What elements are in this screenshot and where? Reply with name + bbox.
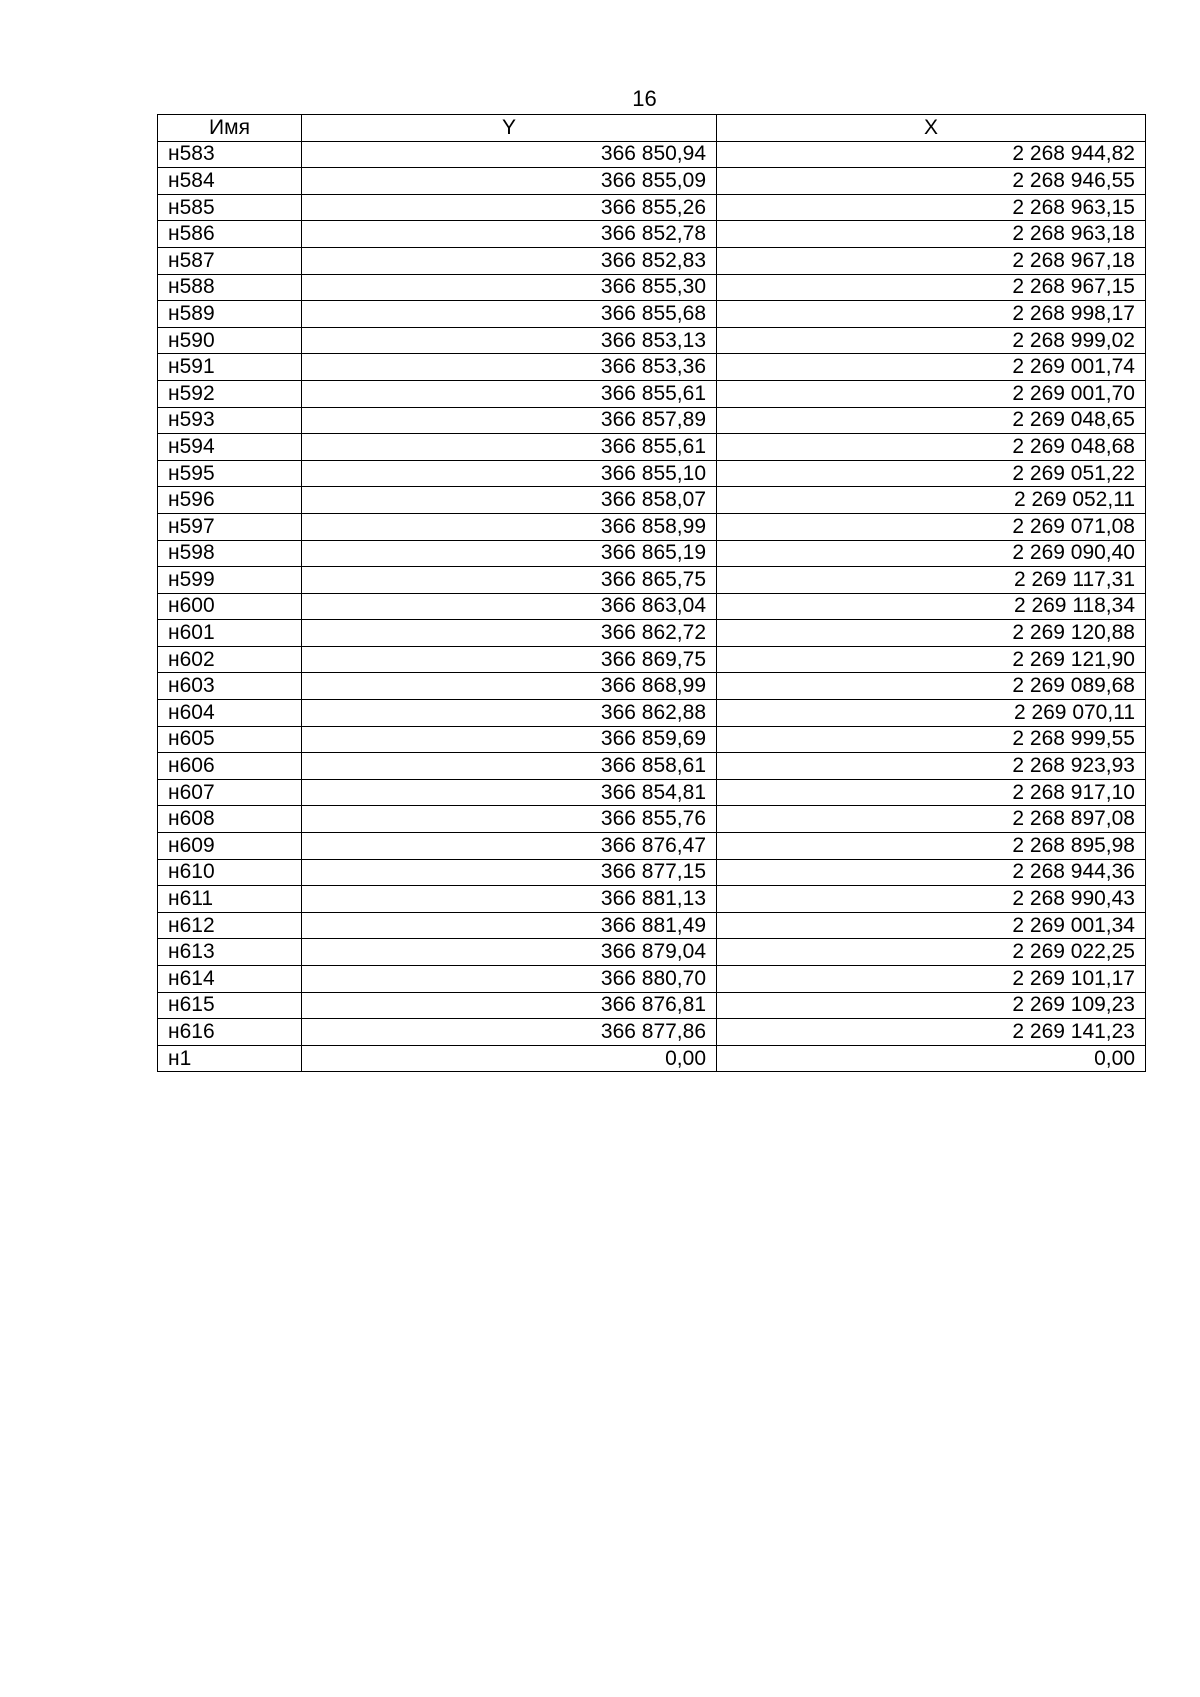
x-coordinate-cell: 2 269 070,11: [717, 700, 1146, 727]
table-row: [158, 380, 1146, 407]
y-coordinate-cell: 366 850,94: [302, 141, 717, 168]
table-row: [158, 646, 1146, 673]
header-y: Y: [302, 115, 717, 142]
table-row: [158, 354, 1146, 381]
point-name-cell: н586: [158, 221, 302, 248]
x-coordinate-cell: 2 268 923,93: [717, 753, 1146, 780]
table-row: [158, 487, 1146, 514]
table-row: [158, 168, 1146, 195]
point-name-cell: н1: [158, 1045, 302, 1072]
table-row: [158, 221, 1146, 248]
x-coordinate-cell: 2 269 089,68: [717, 673, 1146, 700]
table-row: [158, 593, 1146, 620]
x-coordinate-cell: 2 268 998,17: [717, 301, 1146, 328]
table-row: [158, 859, 1146, 886]
y-coordinate-cell: 366 859,69: [302, 726, 717, 753]
point-name-cell: н602: [158, 646, 302, 673]
point-name-cell: н591: [158, 354, 302, 381]
table-row: [158, 939, 1146, 966]
y-coordinate-cell: 366 855,26: [302, 194, 717, 221]
table-row: [158, 434, 1146, 461]
table-row: [158, 620, 1146, 647]
table-row: [158, 327, 1146, 354]
point-name-cell: н595: [158, 460, 302, 487]
y-coordinate-cell: 366 868,99: [302, 673, 717, 700]
coordinates-table: [157, 114, 1146, 1072]
table-row: [158, 992, 1146, 1019]
point-name-cell: н607: [158, 779, 302, 806]
y-coordinate-cell: 366 879,04: [302, 939, 717, 966]
table-row: [158, 806, 1146, 833]
table-row: [158, 141, 1146, 168]
x-coordinate-cell: 2 268 963,15: [717, 194, 1146, 221]
y-coordinate-cell: 366 858,99: [302, 513, 717, 540]
y-coordinate-cell: 366 877,15: [302, 859, 717, 886]
table-row: [158, 274, 1146, 301]
y-coordinate-cell: 366 862,72: [302, 620, 717, 647]
x-coordinate-cell: 2 269 022,25: [717, 939, 1146, 966]
table-row: [158, 726, 1146, 753]
table-row: [158, 1019, 1146, 1046]
x-coordinate-cell: 2 268 944,82: [717, 141, 1146, 168]
x-coordinate-cell: 2 268 917,10: [717, 779, 1146, 806]
point-name-cell: н589: [158, 301, 302, 328]
y-coordinate-cell: 366 855,61: [302, 434, 717, 461]
x-coordinate-cell: 2 268 990,43: [717, 886, 1146, 913]
table-row: [158, 540, 1146, 567]
x-coordinate-cell: 2 269 121,90: [717, 646, 1146, 673]
table-row: [158, 407, 1146, 434]
x-coordinate-cell: 2 268 963,18: [717, 221, 1146, 248]
point-name-cell: н594: [158, 434, 302, 461]
table-row: [158, 753, 1146, 780]
x-coordinate-cell: 2 268 999,55: [717, 726, 1146, 753]
point-name-cell: н609: [158, 833, 302, 860]
point-name-cell: н584: [158, 168, 302, 195]
y-coordinate-cell: 366 858,61: [302, 753, 717, 780]
point-name-cell: н592: [158, 380, 302, 407]
y-coordinate-cell: 366 876,81: [302, 992, 717, 1019]
point-name-cell: н612: [158, 912, 302, 939]
table-row: [158, 779, 1146, 806]
x-coordinate-cell: 2 268 944,36: [717, 859, 1146, 886]
y-coordinate-cell: 366 865,19: [302, 540, 717, 567]
x-coordinate-cell: 2 268 999,02: [717, 327, 1146, 354]
table-row: [158, 673, 1146, 700]
x-coordinate-cell: 2 269 071,08: [717, 513, 1146, 540]
x-coordinate-cell: 2 269 109,23: [717, 992, 1146, 1019]
y-coordinate-cell: 366 855,68: [302, 301, 717, 328]
point-name-cell: н608: [158, 806, 302, 833]
header-name: Имя: [158, 115, 302, 142]
point-name-cell: н587: [158, 247, 302, 274]
point-name-cell: н610: [158, 859, 302, 886]
x-coordinate-cell: 2 269 141,23: [717, 1019, 1146, 1046]
point-name-cell: н615: [158, 992, 302, 1019]
y-coordinate-cell: 366 855,76: [302, 806, 717, 833]
point-name-cell: н613: [158, 939, 302, 966]
x-coordinate-cell: 2 269 048,65: [717, 407, 1146, 434]
x-coordinate-cell: 2 269 118,34: [717, 593, 1146, 620]
table-row: [158, 194, 1146, 221]
y-coordinate-cell: 366 855,10: [302, 460, 717, 487]
point-name-cell: н598: [158, 540, 302, 567]
y-coordinate-cell: 366 852,78: [302, 221, 717, 248]
y-coordinate-cell: 366 858,07: [302, 487, 717, 514]
y-coordinate-cell: 366 881,13: [302, 886, 717, 913]
point-name-cell: н604: [158, 700, 302, 727]
x-coordinate-cell: 2 269 001,74: [717, 354, 1146, 381]
point-name-cell: н590: [158, 327, 302, 354]
x-coordinate-cell: 2 269 052,11: [717, 487, 1146, 514]
y-coordinate-cell: 366 854,81: [302, 779, 717, 806]
point-name-cell: н603: [158, 673, 302, 700]
y-coordinate-cell: 366 852,83: [302, 247, 717, 274]
y-coordinate-cell: 366 869,75: [302, 646, 717, 673]
y-coordinate-cell: 366 855,30: [302, 274, 717, 301]
table-row: [158, 1045, 1146, 1072]
x-coordinate-cell: 0,00: [717, 1045, 1146, 1072]
x-coordinate-cell: 2 269 001,34: [717, 912, 1146, 939]
x-coordinate-cell: 2 269 001,70: [717, 380, 1146, 407]
x-coordinate-cell: 2 268 946,55: [717, 168, 1146, 195]
table-body: [158, 141, 1146, 1072]
table-row: [158, 886, 1146, 913]
y-coordinate-cell: 366 857,89: [302, 407, 717, 434]
y-coordinate-cell: 366 877,86: [302, 1019, 717, 1046]
x-coordinate-cell: 2 268 967,15: [717, 274, 1146, 301]
x-coordinate-cell: 2 268 897,08: [717, 806, 1146, 833]
header-x: X: [717, 115, 1146, 142]
table-row: [158, 513, 1146, 540]
table-row: [158, 912, 1146, 939]
point-name-cell: н599: [158, 567, 302, 594]
table-row: [158, 247, 1146, 274]
table-row: [158, 833, 1146, 860]
y-coordinate-cell: 366 865,75: [302, 567, 717, 594]
point-name-cell: н611: [158, 886, 302, 913]
x-coordinate-cell: 2 268 895,98: [717, 833, 1146, 860]
y-coordinate-cell: 366 863,04: [302, 593, 717, 620]
point-name-cell: н596: [158, 487, 302, 514]
x-coordinate-cell: 2 269 101,17: [717, 966, 1146, 993]
point-name-cell: н585: [158, 194, 302, 221]
point-name-cell: н593: [158, 407, 302, 434]
point-name-cell: н601: [158, 620, 302, 647]
y-coordinate-cell: 366 855,61: [302, 380, 717, 407]
y-coordinate-cell: 366 855,09: [302, 168, 717, 195]
y-coordinate-cell: 366 881,49: [302, 912, 717, 939]
x-coordinate-cell: 2 269 048,68: [717, 434, 1146, 461]
point-name-cell: н583: [158, 141, 302, 168]
x-coordinate-cell: 2 269 051,22: [717, 460, 1146, 487]
table-header-row: [158, 115, 1146, 142]
y-coordinate-cell: 366 876,47: [302, 833, 717, 860]
point-name-cell: н600: [158, 593, 302, 620]
x-coordinate-cell: 2 269 120,88: [717, 620, 1146, 647]
point-name-cell: н605: [158, 726, 302, 753]
y-coordinate-cell: 366 853,13: [302, 327, 717, 354]
point-name-cell: н616: [158, 1019, 302, 1046]
table-row: [158, 700, 1146, 727]
page-number: 16: [632, 86, 657, 111]
point-name-cell: н614: [158, 966, 302, 993]
x-coordinate-cell: 2 268 967,18: [717, 247, 1146, 274]
y-coordinate-cell: 0,00: [302, 1045, 717, 1072]
y-coordinate-cell: 366 862,88: [302, 700, 717, 727]
table-row: [158, 966, 1146, 993]
point-name-cell: н588: [158, 274, 302, 301]
y-coordinate-cell: 366 853,36: [302, 354, 717, 381]
table-row: [158, 301, 1146, 328]
y-coordinate-cell: 366 880,70: [302, 966, 717, 993]
point-name-cell: н597: [158, 513, 302, 540]
point-name-cell: н606: [158, 753, 302, 780]
table-row: [158, 567, 1146, 594]
x-coordinate-cell: 2 269 090,40: [717, 540, 1146, 567]
table-row: [158, 460, 1146, 487]
x-coordinate-cell: 2 269 117,31: [717, 567, 1146, 594]
